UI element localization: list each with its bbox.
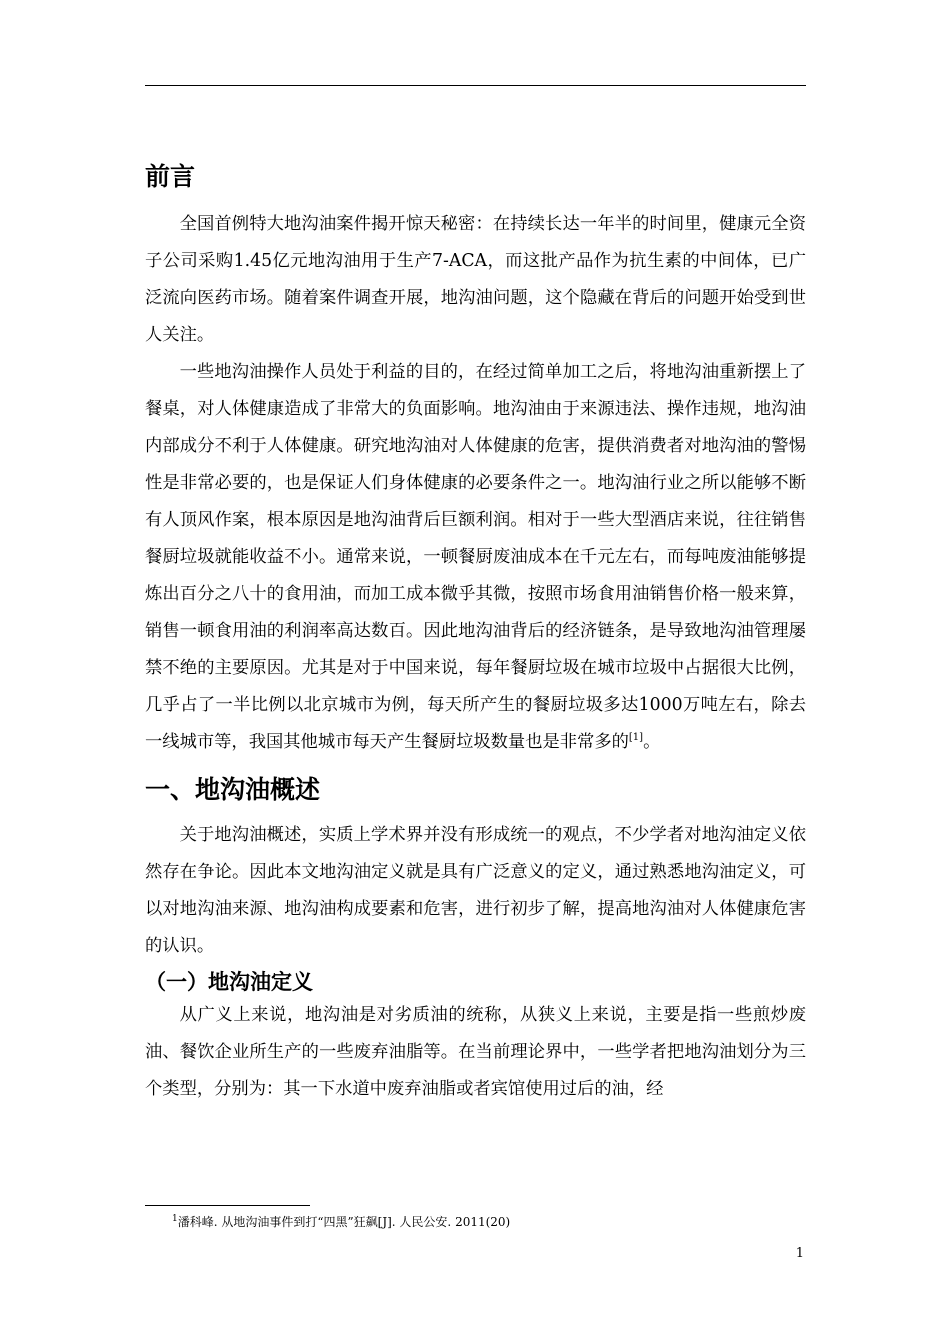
heading-subsection-definition: （一）地沟油定义 [145, 970, 313, 994]
footnote-marker: 1 [172, 1214, 178, 1224]
footnote [172, 1210, 510, 1231]
paragraph-section-one: 关于地沟油概述，实质上学术界并没有形成统一的观点，不少学者对地沟油定义依然存在争论。因此本文地沟油定义就是具有广泛意义的定义，通过熟悉地沟油定义，可以对地沟油来源、地沟油构成要素和危害，进行初步了解，提高地沟油对人体健康危害的认识。 [145, 825, 806, 956]
footnote-rule [145, 1205, 310, 1206]
paragraph-intro-2-end: 。 [643, 732, 661, 752]
paragraph-intro-1: 全国首例特大地沟油案件揭开惊天秘密：在持续长达一年半的时间里，健康元全资子公司采购1.45亿元地沟油用于生产7-ACA，而这批产品作为抗生素的中间体，已广泛流向医药市场。随着案件调查开展，地沟油问题，这个隐藏在背后的问题开始受到世人关注。 [145, 214, 806, 345]
page-number: 1 [795, 1246, 804, 1261]
header-rule [145, 85, 806, 86]
paragraph-subsection-definition: 从广义上来说，地沟油是对劣质油的统称，从狭义上来说，主要是指一些煎炒废油、餐饮企业所生产的一些废弃油脂等。在当前理论界中，一些学者把地沟油划分为三个类型，分别为：其一下水道中废弃油脂或者宾馆使用过后的油，经 [145, 1005, 806, 1099]
paragraph-intro-2 [145, 354, 806, 761]
citation-marker: [1] [628, 732, 644, 744]
footnote-text: 潘科峰. 从地沟油事件到打“四黑”狂飙[J]. 人民公安. 2011(20) [177, 1215, 511, 1229]
paragraph-intro-2-text: 一些地沟油操作人员处于利益的目的，在经过简单加工之后，将地沟油重新摆上了餐桌，对人体健康造成了非常大的负面影响。地沟油由于来源违法、操作违规，地沟油内部成分不利于人体健康。研究地沟油对人体健康的危害，提供消费者对地沟油的警惕性是非常必要的，也是保证人们身体健康的必要条件之一。地沟油行业之所以能够不断有人顶风作案，根本原因是地沟油背后巨额利润。相对于一些大型酒店来说，往往销售餐厨垃圾就能收益不小。通常来说，一顿餐厨废油成本在千元左右，而每吨废油能够提炼出百分之八十的食用油，而加工成本微乎其微，按照市场食用油销售价格一般来算，销售一顿食用油的利润率高达数百。因此地沟油背后的经济链条，是导致地沟油管理屡禁不绝的主要原因。尤其是对于中国来说，每年餐厨垃圾在城市垃圾中占据很大比例，几乎占了一半比例以北京城市为例，每天所产生的餐厨垃圾多达1000万吨左右，除去一线城市等，我国其他城市每天产生餐厨垃圾数量也是非常多的 [145, 362, 806, 752]
heading-preface: 前言 [145, 162, 196, 191]
page-body [145, 160, 806, 1108]
heading-section-one: 一、地沟油概述 [145, 775, 321, 804]
